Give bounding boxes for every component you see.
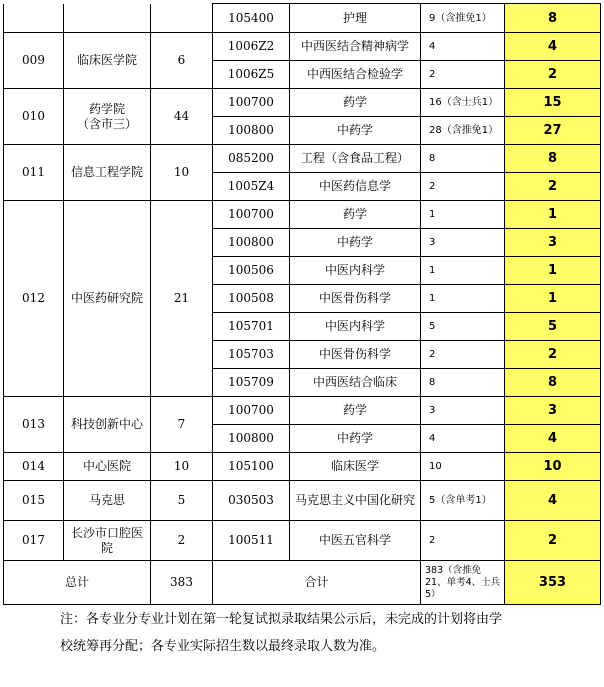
major-name-cell: 护理 (290, 4, 421, 33)
table-row (4, 33, 601, 61)
college-code-cell: 017 (4, 521, 64, 561)
college-code-cell: 015 (4, 481, 64, 521)
enrollment-plan-table (3, 3, 601, 605)
major-code-cell: 030503 (213, 481, 290, 521)
result-count-cell: 2 (505, 173, 601, 201)
result-count-cell: 3 (505, 397, 601, 425)
college-name-cell: 中心医院 (64, 453, 151, 481)
result-count-cell: 10 (505, 453, 601, 481)
plan-count-cell: 10 (421, 453, 505, 481)
major-name-cell: 中药学 (290, 229, 421, 257)
major-code-cell: 1006Z2 (213, 33, 290, 61)
major-code-cell: 105100 (213, 453, 290, 481)
college-code-cell (4, 4, 64, 33)
plan-count-cell: 2 (421, 61, 505, 89)
college-name-cell: 科技创新中心 (64, 397, 151, 453)
major-name-cell: 中西医结合检验学 (290, 61, 421, 89)
major-code-cell: 100700 (213, 201, 290, 229)
major-name-cell: 中医骨伤科学 (290, 285, 421, 313)
major-code-cell: 105703 (213, 341, 290, 369)
major-code-cell: 1006Z5 (213, 61, 290, 89)
table-row (4, 201, 601, 229)
major-name-cell: 中西医结合临床 (290, 369, 421, 397)
plan-count-cell: 2 (421, 521, 505, 561)
college-code-cell: 009 (4, 33, 64, 89)
major-code-cell: 100511 (213, 521, 290, 561)
major-code-cell: 105701 (213, 313, 290, 341)
major-name-cell: 中医骨伤科学 (290, 341, 421, 369)
result-count-cell: 1 (505, 285, 601, 313)
college-code-cell: 013 (4, 397, 64, 453)
major-name-cell: 药学 (290, 201, 421, 229)
plan-count-cell: 1 (421, 285, 505, 313)
major-code-cell: 100700 (213, 397, 290, 425)
table-row (4, 4, 601, 33)
sum-label: 合计 (213, 561, 421, 605)
major-name-cell: 中医药信息学 (290, 173, 421, 201)
college-total-cell: 10 (151, 453, 213, 481)
plan-count-cell: 8 (421, 145, 505, 173)
college-code-cell: 014 (4, 453, 64, 481)
college-total-cell: 6 (151, 33, 213, 89)
plan-count-cell: 4 (421, 33, 505, 61)
result-count-cell: 8 (505, 4, 601, 33)
major-name-cell: 中医内科学 (290, 257, 421, 285)
college-name-cell: 长沙市口腔医院 (64, 521, 151, 561)
major-name-cell: 中医五官科学 (290, 521, 421, 561)
note-line-1: 注：各专业分专业计划在第一轮复试拟录取结果公示后，未完成的计划将由学 (60, 612, 503, 627)
total-result-count: 353 (505, 561, 601, 605)
result-count-cell: 4 (505, 33, 601, 61)
result-count-cell: 8 (505, 145, 601, 173)
plan-count-cell: 8 (421, 369, 505, 397)
plan-count-cell: 5（含单考1） (421, 481, 505, 521)
result-count-cell: 5 (505, 313, 601, 341)
major-name-cell: 中医内科学 (290, 313, 421, 341)
plan-count-cell: 4 (421, 425, 505, 453)
result-count-cell: 15 (505, 89, 601, 117)
result-count-cell: 4 (505, 425, 601, 453)
college-total-cell: 10 (151, 145, 213, 201)
major-name-cell: 中药学 (290, 425, 421, 453)
college-name-cell: 马克思 (64, 481, 151, 521)
result-count-cell: 4 (505, 481, 601, 521)
result-count-cell: 2 (505, 341, 601, 369)
major-code-cell: 085200 (213, 145, 290, 173)
major-name-cell: 中西医结合精神病学 (290, 33, 421, 61)
total-count: 383 (151, 561, 213, 605)
major-name-cell: 药学 (290, 89, 421, 117)
result-count-cell: 1 (505, 257, 601, 285)
plan-count-cell: 3 (421, 229, 505, 257)
result-count-cell: 3 (505, 229, 601, 257)
major-code-cell: 100800 (213, 425, 290, 453)
major-code-cell: 100800 (213, 117, 290, 145)
result-count-cell: 1 (505, 201, 601, 229)
college-total-cell (151, 4, 213, 33)
major-code-cell: 100700 (213, 89, 290, 117)
plan-count-cell: 3 (421, 397, 505, 425)
college-total-cell: 44 (151, 89, 213, 145)
college-code-cell: 011 (4, 145, 64, 201)
college-name-cell: 药学院 （含市三） (64, 89, 151, 145)
college-name-cell: 临床医学院 (64, 33, 151, 89)
note-line-2: 校统筹再分配；各专业实际招生数以最终录取人数为准。 (60, 639, 386, 654)
college-code-cell: 012 (4, 201, 64, 397)
result-count-cell: 2 (505, 521, 601, 561)
result-count-cell: 8 (505, 369, 601, 397)
plan-count-cell: 5 (421, 313, 505, 341)
major-code-cell: 100506 (213, 257, 290, 285)
major-code-cell: 105400 (213, 4, 290, 33)
college-total-cell: 2 (151, 521, 213, 561)
total-label: 总计 (4, 561, 151, 605)
college-name-cell (64, 4, 151, 33)
plan-count-cell: 28（含推免1） (421, 117, 505, 145)
result-count-cell: 2 (505, 61, 601, 89)
table-row (4, 481, 601, 521)
major-code-cell: 100508 (213, 285, 290, 313)
table-row (4, 453, 601, 481)
table-row (4, 145, 601, 173)
total-row (4, 561, 601, 605)
plan-count-cell: 2 (421, 173, 505, 201)
college-name-cell: 信息工程学院 (64, 145, 151, 201)
plan-count-cell: 16（含士兵1） (421, 89, 505, 117)
major-code-cell: 100800 (213, 229, 290, 257)
table-row (4, 89, 601, 117)
plan-count-cell: 1 (421, 201, 505, 229)
major-name-cell: 中药学 (290, 117, 421, 145)
total-plan-count: 383（含推免21、单考4、士兵5） (421, 561, 505, 605)
college-code-cell: 010 (4, 89, 64, 145)
college-total-cell: 7 (151, 397, 213, 453)
major-code-cell: 1005Z4 (213, 173, 290, 201)
college-name-cell: 中医药研究院 (64, 201, 151, 397)
plan-count-cell: 2 (421, 341, 505, 369)
college-total-cell: 5 (151, 481, 213, 521)
table-row (4, 521, 601, 561)
major-name-cell: 临床医学 (290, 453, 421, 481)
plan-count-cell: 1 (421, 257, 505, 285)
table-row (4, 397, 601, 425)
major-name-cell: 药学 (290, 397, 421, 425)
major-code-cell: 105709 (213, 369, 290, 397)
result-count-cell: 27 (505, 117, 601, 145)
plan-count-cell: 9（含推免1） (421, 4, 505, 33)
major-name-cell: 工程（含食品工程） (290, 145, 421, 173)
major-name-cell: 马克思主义中国化研究 (290, 481, 421, 521)
college-total-cell: 21 (151, 201, 213, 397)
